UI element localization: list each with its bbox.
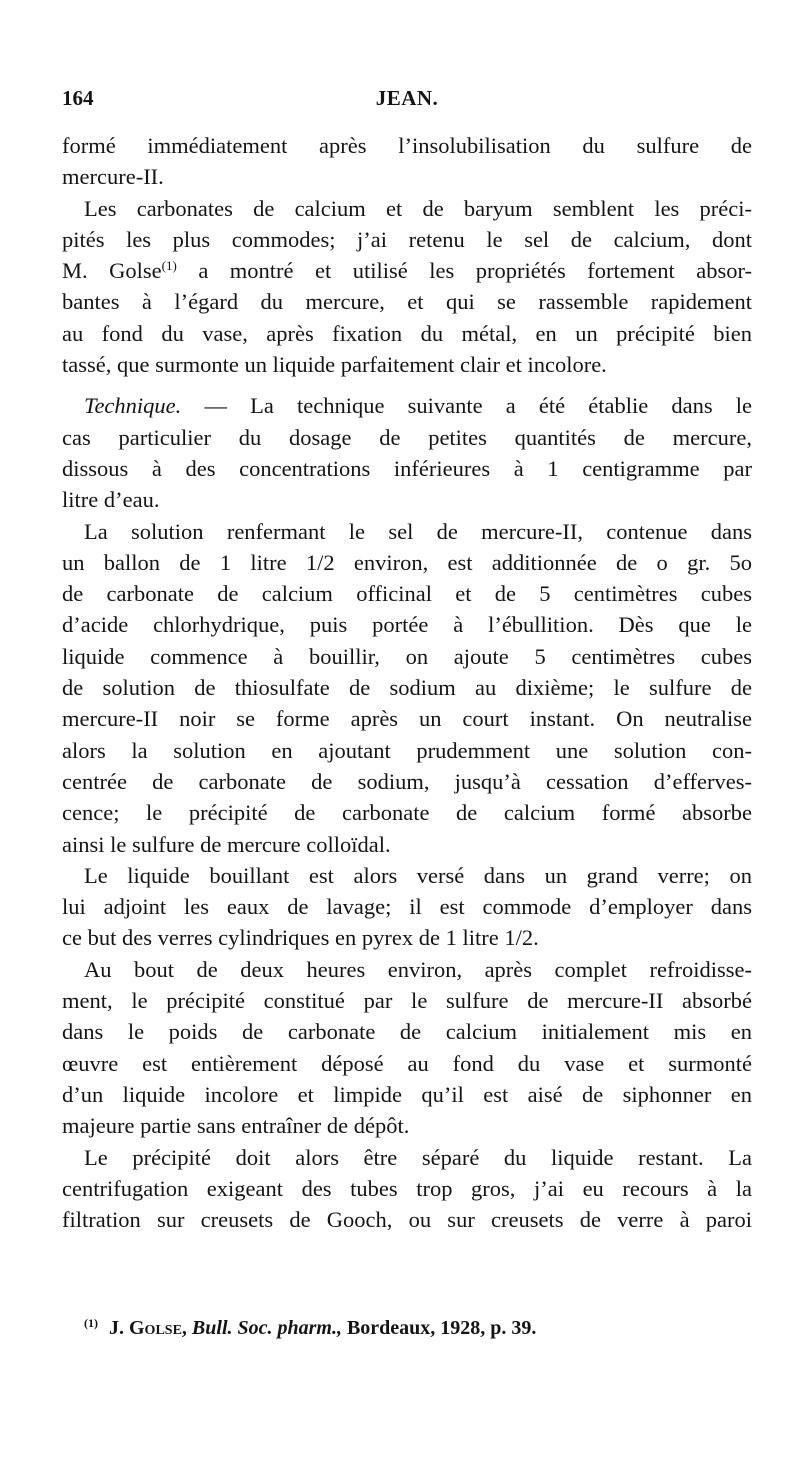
line-text: de carbonate de calcium officinal et de 5 centimètres cubes (62, 581, 752, 607)
text-line (62, 954, 752, 985)
line-text: bantes à l’égard du mercure, et qui se rassemble rapidement (62, 289, 752, 315)
text-line (62, 735, 752, 766)
text-line (62, 286, 752, 317)
text-line (62, 860, 752, 891)
text-line (62, 578, 752, 609)
line-text-continued: a montré et utilisé les propriétés fortement absor- (176, 258, 753, 284)
text-line (62, 453, 752, 484)
line-text: d’acide chlorhydrique, puis portée à l’ébullition. Dès que le (62, 612, 752, 638)
line-text: centrée de carbonate de sodium, jusqu’à cessation d’efferves- (62, 768, 752, 794)
text-line (62, 516, 752, 547)
line-text: centrifugation exigeant des tubes trop gros, j’ai eu recours à la (62, 1175, 752, 1201)
text-line (62, 390, 752, 421)
line-text: Le liquide bouillant est alors versé dans un grand verre; on (84, 862, 752, 888)
text-line (62, 130, 752, 161)
text-line (62, 193, 752, 224)
line-text: cence; le précipité de carbonate de calcium formé absorbe (62, 800, 752, 826)
line-text: ment, le précipité constitué par le sulfure de mercure-II absorbé (62, 988, 752, 1014)
page-number: 164 (62, 86, 94, 110)
text-line (62, 672, 752, 703)
line-text: Au bout de deux heures environ, après complet refroidisse- (84, 956, 752, 982)
text-line (62, 829, 752, 860)
text-line (62, 1204, 752, 1235)
line-text: tassé, que surmonte un liquide parfaitement clair et incolore. (62, 352, 607, 378)
line-text: mercure-II. (62, 164, 164, 190)
page-header (62, 86, 752, 116)
text-line (62, 1048, 752, 1079)
line-text: au fond du vase, après fixation du métal, en un précipité bien (62, 320, 752, 346)
text-line (62, 766, 752, 797)
line-text: ainsi le sulfure de mercure colloïdal. (62, 831, 391, 857)
line-text: un ballon de 1 litre 1/2 environ, est additionnée de o gr. 5o (62, 549, 752, 575)
line-text: litre d’eau. (62, 487, 160, 513)
text-line (62, 891, 752, 922)
text-line (62, 484, 752, 515)
text-line (62, 349, 752, 380)
text-line (62, 255, 752, 286)
text-line (62, 547, 752, 578)
footnote (84, 1316, 744, 1340)
line-text: ce but des verres cylindriques en pyrex de 1 litre 1/2. (62, 925, 539, 951)
text-line (62, 985, 752, 1016)
text-line (62, 641, 752, 672)
line-text: filtration sur creusets de Gooch, ou sur creusets de verre à paroi (62, 1207, 752, 1233)
text-line (62, 422, 752, 453)
running-head: JEAN. (375, 86, 439, 110)
text-line (62, 1173, 752, 1204)
text-line (62, 1079, 752, 1110)
line-text: alors la solution en ajoutant prudemment une solution con- (62, 737, 752, 763)
line-text: pités les plus commodes; j’ai retenu le sel de calcium, dont (62, 226, 752, 252)
line-text: La solution renfermant le sel de mercure-II, contenue dans (84, 518, 752, 544)
body-text (62, 130, 752, 1235)
text-line (62, 609, 752, 640)
line-text: lui adjoint les eaux de lavage; il est commode d’employer dans (62, 894, 752, 920)
line-text: dans le poids de carbonate de calcium initialement mis en (62, 1019, 752, 1045)
line-text: majeure partie sans entraîner de dépôt. (62, 1113, 410, 1139)
text-line (62, 1110, 752, 1141)
line-text: formé immédiatement après l’insolubilisation du sulfure de (62, 133, 752, 158)
line-text: Le précipité doit alors être séparé du liquide restant. La (84, 1144, 752, 1170)
paragraph-gap (62, 380, 752, 390)
section-heading: Technique. (84, 393, 182, 419)
text-line (62, 703, 752, 734)
footnote-journal: Bull. Soc. pharm., (191, 1317, 342, 1339)
line-text: — La technique suivante a été établie dans le (181, 393, 752, 419)
line-text: d’un liquide incolore et limpide qu’il est aisé de siphonner en (62, 1081, 752, 1107)
footnote-marker: (1) (84, 1316, 98, 1330)
line-text: M. Golse (62, 258, 162, 284)
text-line (62, 922, 752, 953)
footnote-rest: Bordeaux, 1928, p. 39. (346, 1317, 537, 1339)
line-text: œuvre est entièrement déposé au fond du vase et surmonté (62, 1050, 752, 1076)
text-line (62, 161, 752, 192)
line-text: liquide commence à bouillir, on ajoute 5 centimètres cubes (62, 643, 752, 669)
text-line (62, 224, 752, 255)
text-line (62, 1016, 752, 1047)
line-text: mercure-II noir se forme après un court instant. On neutralise (62, 706, 752, 732)
line-text: cas particulier du dosage de petites quantités de mercure, (62, 424, 752, 450)
text-line (62, 797, 752, 828)
line-text: dissous à des concentrations inférieures à 1 centigramme par (62, 455, 752, 481)
line-text: Les carbonates de calcium et de baryum semblent les préci- (84, 195, 752, 221)
text-line (62, 318, 752, 349)
text-line (62, 1142, 752, 1173)
line-text: de solution de thiosulfate de sodium au dixième; le sulfure de (62, 675, 752, 701)
footnote-author: J. Golse, (109, 1317, 187, 1339)
footnote-reference: (1) (161, 258, 177, 274)
